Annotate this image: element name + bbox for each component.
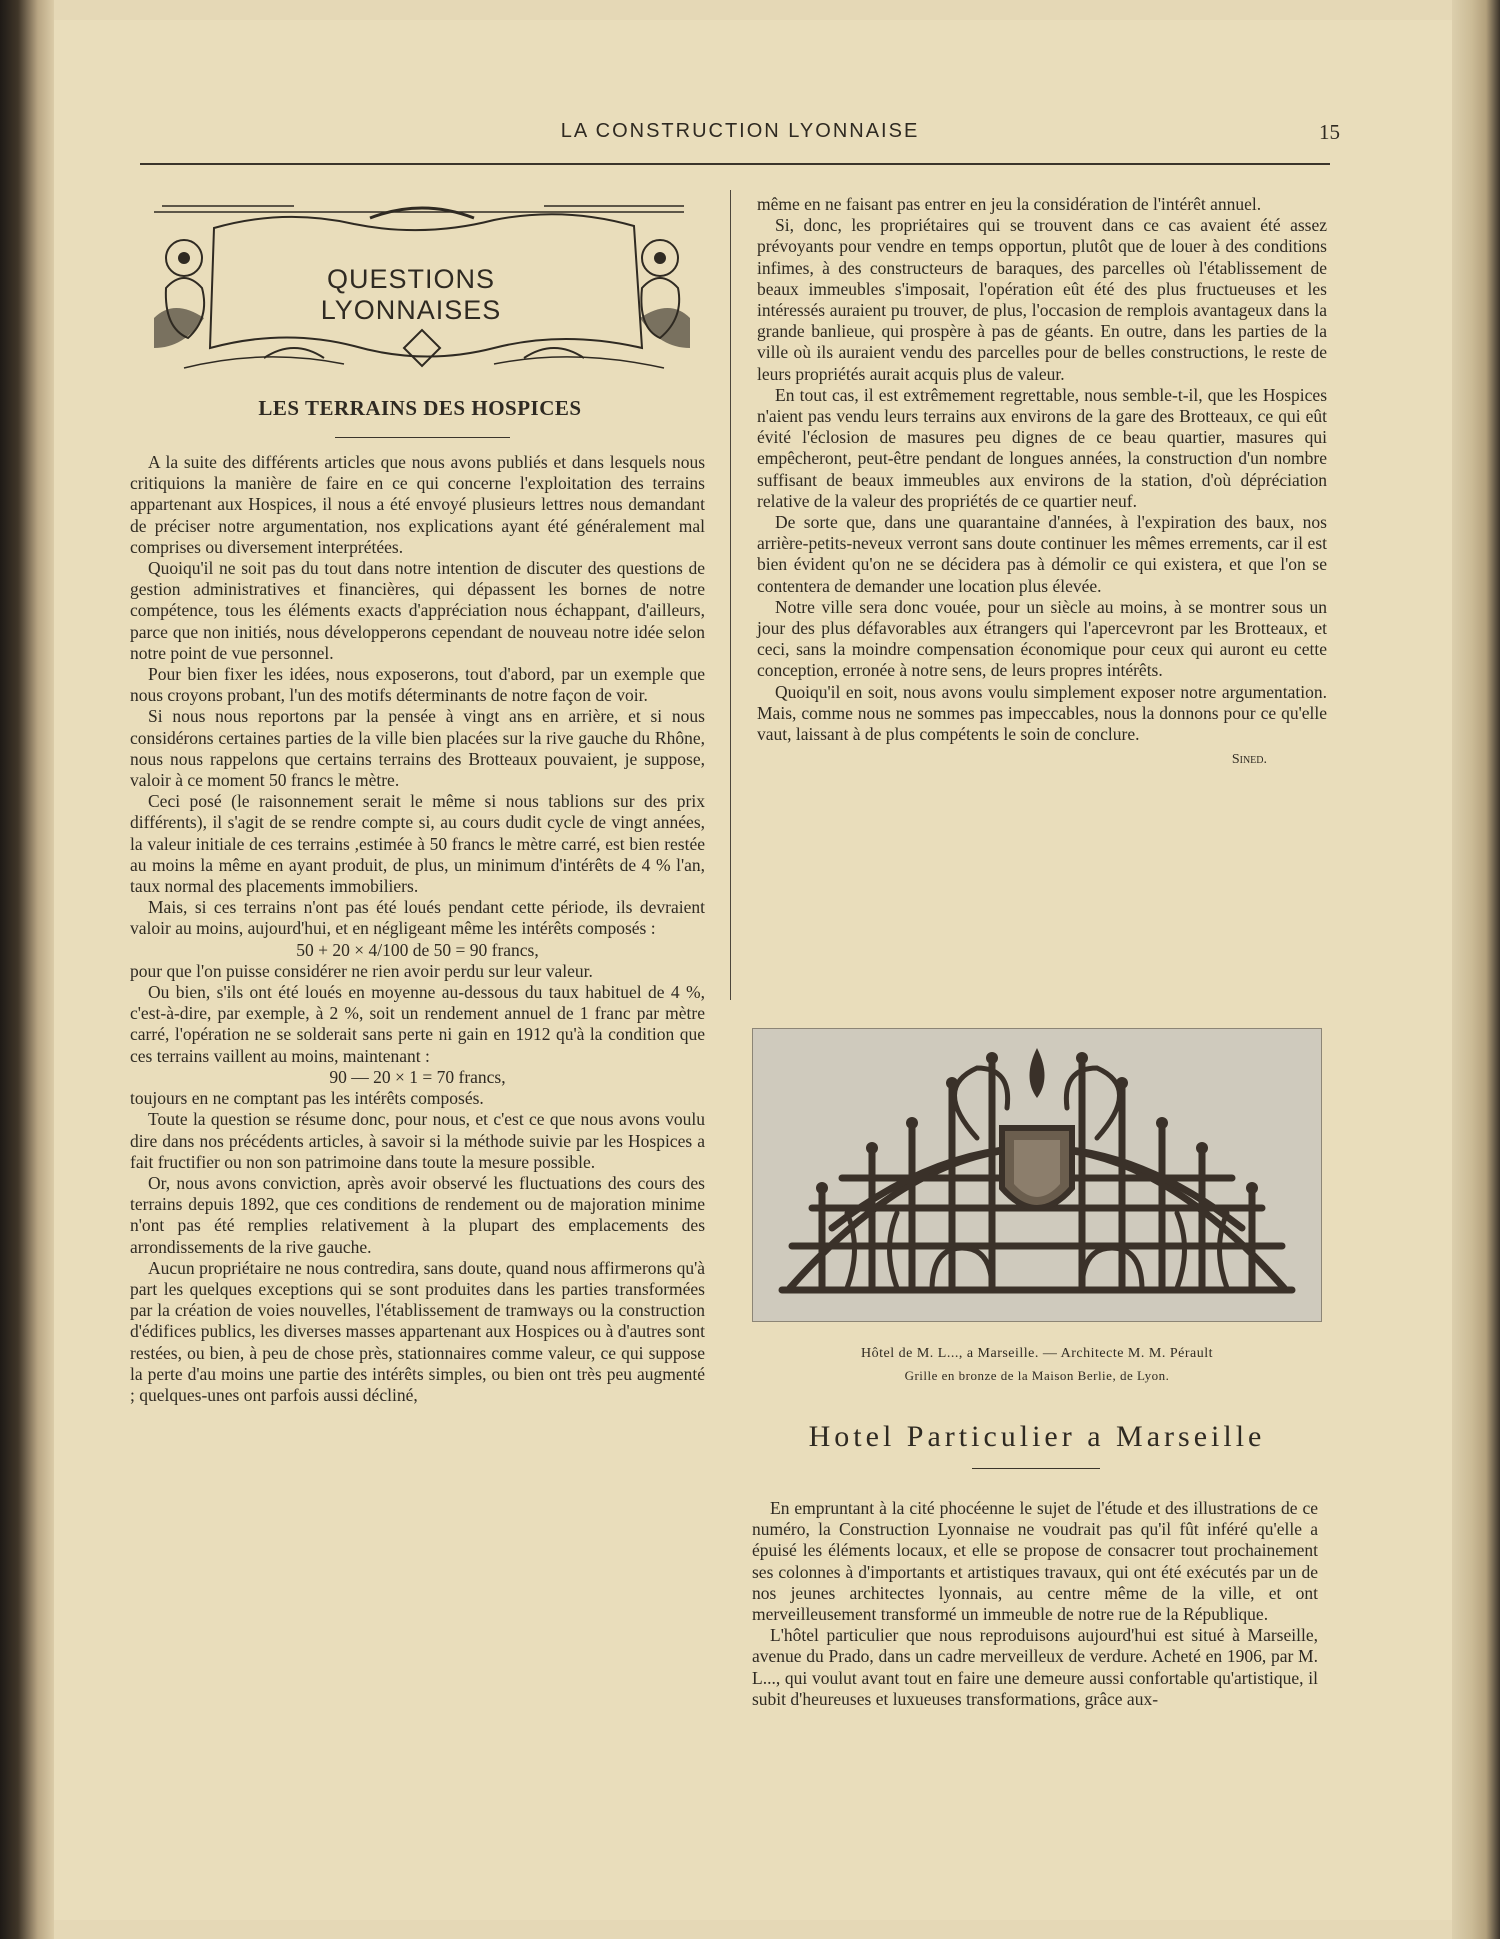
section-column xyxy=(752,1498,1318,1710)
figure-caption: Hôtel de M. L..., a Marseille. — Architecte M. M. Pérault xyxy=(861,1346,1213,1361)
section-title: Hotel Particulier a Marseille xyxy=(808,1420,1266,1453)
article-title: LES TERRAINS DES HOSPICES xyxy=(258,396,582,420)
article-paragraph: Pour bien fixer les idées, nous exposerons, tout d'abord, par un exemple que nous croyons probant, l'un des motifs déterminants de notre façon de voir. xyxy=(130,664,705,706)
column-divider xyxy=(730,190,731,1000)
section-paragraph: En empruntant à la cité phocéenne le sujet de l'étude et des illustrations de ce numéro, la Construction Lyonnaise ne voudrait pas qu'il fût inféré qu'elle a épuisé les éléments locaux, et elle se propose de consacrer tout prochainement ses colonnes à d'importants et artistiques travaux, qui ont été exécutés par un de nos jeunes architectes lyonnais, au centre même de la ville, et ont merveilleusement transformé un immeuble de notre rue de la République. xyxy=(752,1498,1318,1625)
figure-caption-credit: Grille en bronze de la Maison Berlie, de Lyon. xyxy=(904,1368,1170,1383)
article-paragraph: De sorte que, dans une quarantaine d'années, à l'expiration des baux, nos arrière-petits-neveux verront sans doute continuer les mêmes errements, car il est bien évident qu'on ne se décidera pas à démolir ce qui existera, et que l'on se contentera de demander une location plus élevée. xyxy=(757,512,1327,596)
page-stack-edge xyxy=(1452,0,1500,1939)
formula: 90 — 20 × 1 = 70 francs, xyxy=(329,1066,506,1087)
article-paragraph: Toute la question se résume donc, pour nous, et c'est ce que nous avons voulu dire dans nos précédents articles, à savoir si la méthode suivie par les Hospices a fait fructifier ou non son patrimoine dans toute la mesure possible. xyxy=(130,1109,705,1172)
article-right-column xyxy=(757,194,1327,770)
article-paragraph: Notre ville sera donc vouée, pour un siècle au moins, à se montrer sous un jour des plus défavorables aux étrangers qui l'apercevront par les Brotteaux, et ceci, sans la moindre compensation économique pour ceux qui auront eu cette conception, erronée à notre sens, de leurs propres intérêts. xyxy=(757,596,1327,681)
banner-title: QUESTIONS LYONNAISES xyxy=(320,264,502,325)
article-paragraph: Aucun propriétaire ne nous contredira, sans doute, quand nous affirmerons qu'à part les quelques exceptions qui se sont produites dans les parties transformées par la création de voies nouvelles, l'établissement de tramways ou la construction d'édifices publics, les diverses masses appartenant aux Hospices ou à d'autres sont restées, ou bien, à peu de chose près, stationnaires comme valeur, ce qui suppose la perte d'au moins une partie des intérêts simples, ou bien ont très peu augmenté ; quelques-unes ont parfois aussi décliné, xyxy=(130,1257,705,1405)
article-paragraph: même en ne faisant pas entrer en jeu la considération de l'intérêt annuel. xyxy=(757,194,1262,214)
article-title-rule xyxy=(335,437,510,438)
header-rule xyxy=(140,163,1330,165)
article-paragraph: pour que l'on puisse considérer ne rien avoir perdu sur leur valeur. xyxy=(130,960,593,981)
formula: 50 + 20 × 4/100 de 50 = 90 francs, xyxy=(296,939,539,960)
section-title-rule xyxy=(972,1468,1100,1469)
article-paragraph: En tout cas, il est extrêmement regrettable, nous semble-t-il, que les Hospices n'aient pas vendu leurs terrains aux environs de la gare des Brotteaux, ce qui eût évité l'éclosion de masures peu dignes de ce beau quartier, masures qui empêcheront, peut-être pendant de longues années, la construction d'un nombre suffisant de beaux immeubles aux environs de la station, d'où dépréciation relative de la valeur des propriétés de ce quartier neuf. xyxy=(757,384,1327,511)
grille-photograph xyxy=(752,1028,1322,1322)
article-paragraph: toujours en ne comptant pas les intérêts composés. xyxy=(130,1088,484,1109)
article-paragraph: A la suite des différents articles que nous avons publiés et dans lesquels nous critiquions la manière de faire en ce qui concerne l'exploitation des terrains appartenant aux Hospices, il nous a été envoyé plusieurs lettres nous demandant de préciser notre argumentation, nos explications ayant été généralement mal comprises ou diversement interprétées. xyxy=(130,452,705,557)
article-paragraph: Or, nous avons conviction, après avoir observé les fluctuations des cours des terrains depuis 1892, que ces conditions de rendement ou de majoration minime n'ont pas été remplies relativement à la plupart des emplacements des arrondissements de la rive gauche. xyxy=(130,1172,705,1257)
page-number: 15 xyxy=(1319,120,1340,144)
article-paragraph: Quoiqu'il ne soit pas du tout dans notre intention de discuter des questions de gestion administratives et financières, qui dépassent les bornes de notre compétence, tous les éléments exacts d'appréciation nous échappant, d'ailleurs, parce que non initiés, nous développerons cependant de nouveau notre idée selon notre point de vue personnel. xyxy=(130,558,705,663)
article-left-column xyxy=(130,452,705,1406)
article-paragraph: Si, donc, les propriétaires qui se trouvent dans ce cas avaient été assez prévoyants pour vendre en temps opportun, plutôt que de louer à des conditions infimes, à des constructeurs de baraques, des parcelles où l'établissement de beaux immeubles s'imposait, l'opération eût été des plus fructueuses et les intéressés auraient pu trouver, de plus, l'occasion de remplois avantageux dans la grande banlieue, qui prospère à pas de géants. En outre, dans les parties de la ville où ils auraient vendu des parcelles pour de belles constructions, le reste de leurs propriétés aurait acquis plus de valeur. xyxy=(757,215,1327,384)
journal-title: LA CONSTRUCTION LYONNAISE xyxy=(560,120,920,142)
section-paragraph: L'hôtel particulier que nous reproduisons aujourd'hui est situé à Marseille, avenue du Prado, dans un cadre merveilleux de verdure. Acheté en 1906, par M. L..., qui voulut avant tout en faire une demeure aussi confortable qu'artistique, il subit d'heureuses et luxueuses transformations, grâce aux- xyxy=(752,1625,1318,1709)
book-binding-shadow xyxy=(0,0,54,1939)
author-signature: Sined. xyxy=(1231,752,1267,768)
article-paragraph: Ceci posé (le raisonnement serait le même si nous tablions sur des prix différents), il s'agit de se rendre compte si, au cours dudit cycle de vingt années, la valeur initiale de ces terrains ,estimée à 50 francs le mètre carré, est bien restée au moins la même en ayant produit, de plus, un minimum d'intérêts de 4 % l'an, taux normal des placements immobiliers. xyxy=(130,791,705,897)
article-paragraph: Mais, si ces terrains n'ont pas été loués pendant cette période, ils devraient valoir au moins, aujourd'hui, et en négligeant même les intérêts composés : xyxy=(130,897,705,939)
article-paragraph: Si nous nous reportons par la pensée à vingt ans en arrière, et si nous considérons certaines parties de la ville bien placées sur la rive gauche du Rhône, nous nous rappelons que certains terrains des Brotteaux pouvaient, je suppose, valoir à ce moment 50 francs le mètre. xyxy=(130,706,705,791)
article-paragraph: Quoiqu'il en soit, nous avons voulu simplement exposer notre argumentation. Mais, comme nous ne sommes pas impeccables, nous la donnons pour ce qu'elle vaut, laissant à de plus compétents le soin de conclure. xyxy=(757,681,1327,745)
article-paragraph: Ou bien, s'ils ont été loués en moyenne au-dessous du taux habituel de 4 %, c'est-à-dire, par exemple, à 2 %, soit un rendement annuel de 1 franc par mètre carré, l'opération ne se solderait sans perte ni gain en 1912 qu'à la condition que ces terrains vaillent au moins, maintenant : xyxy=(130,982,705,1066)
